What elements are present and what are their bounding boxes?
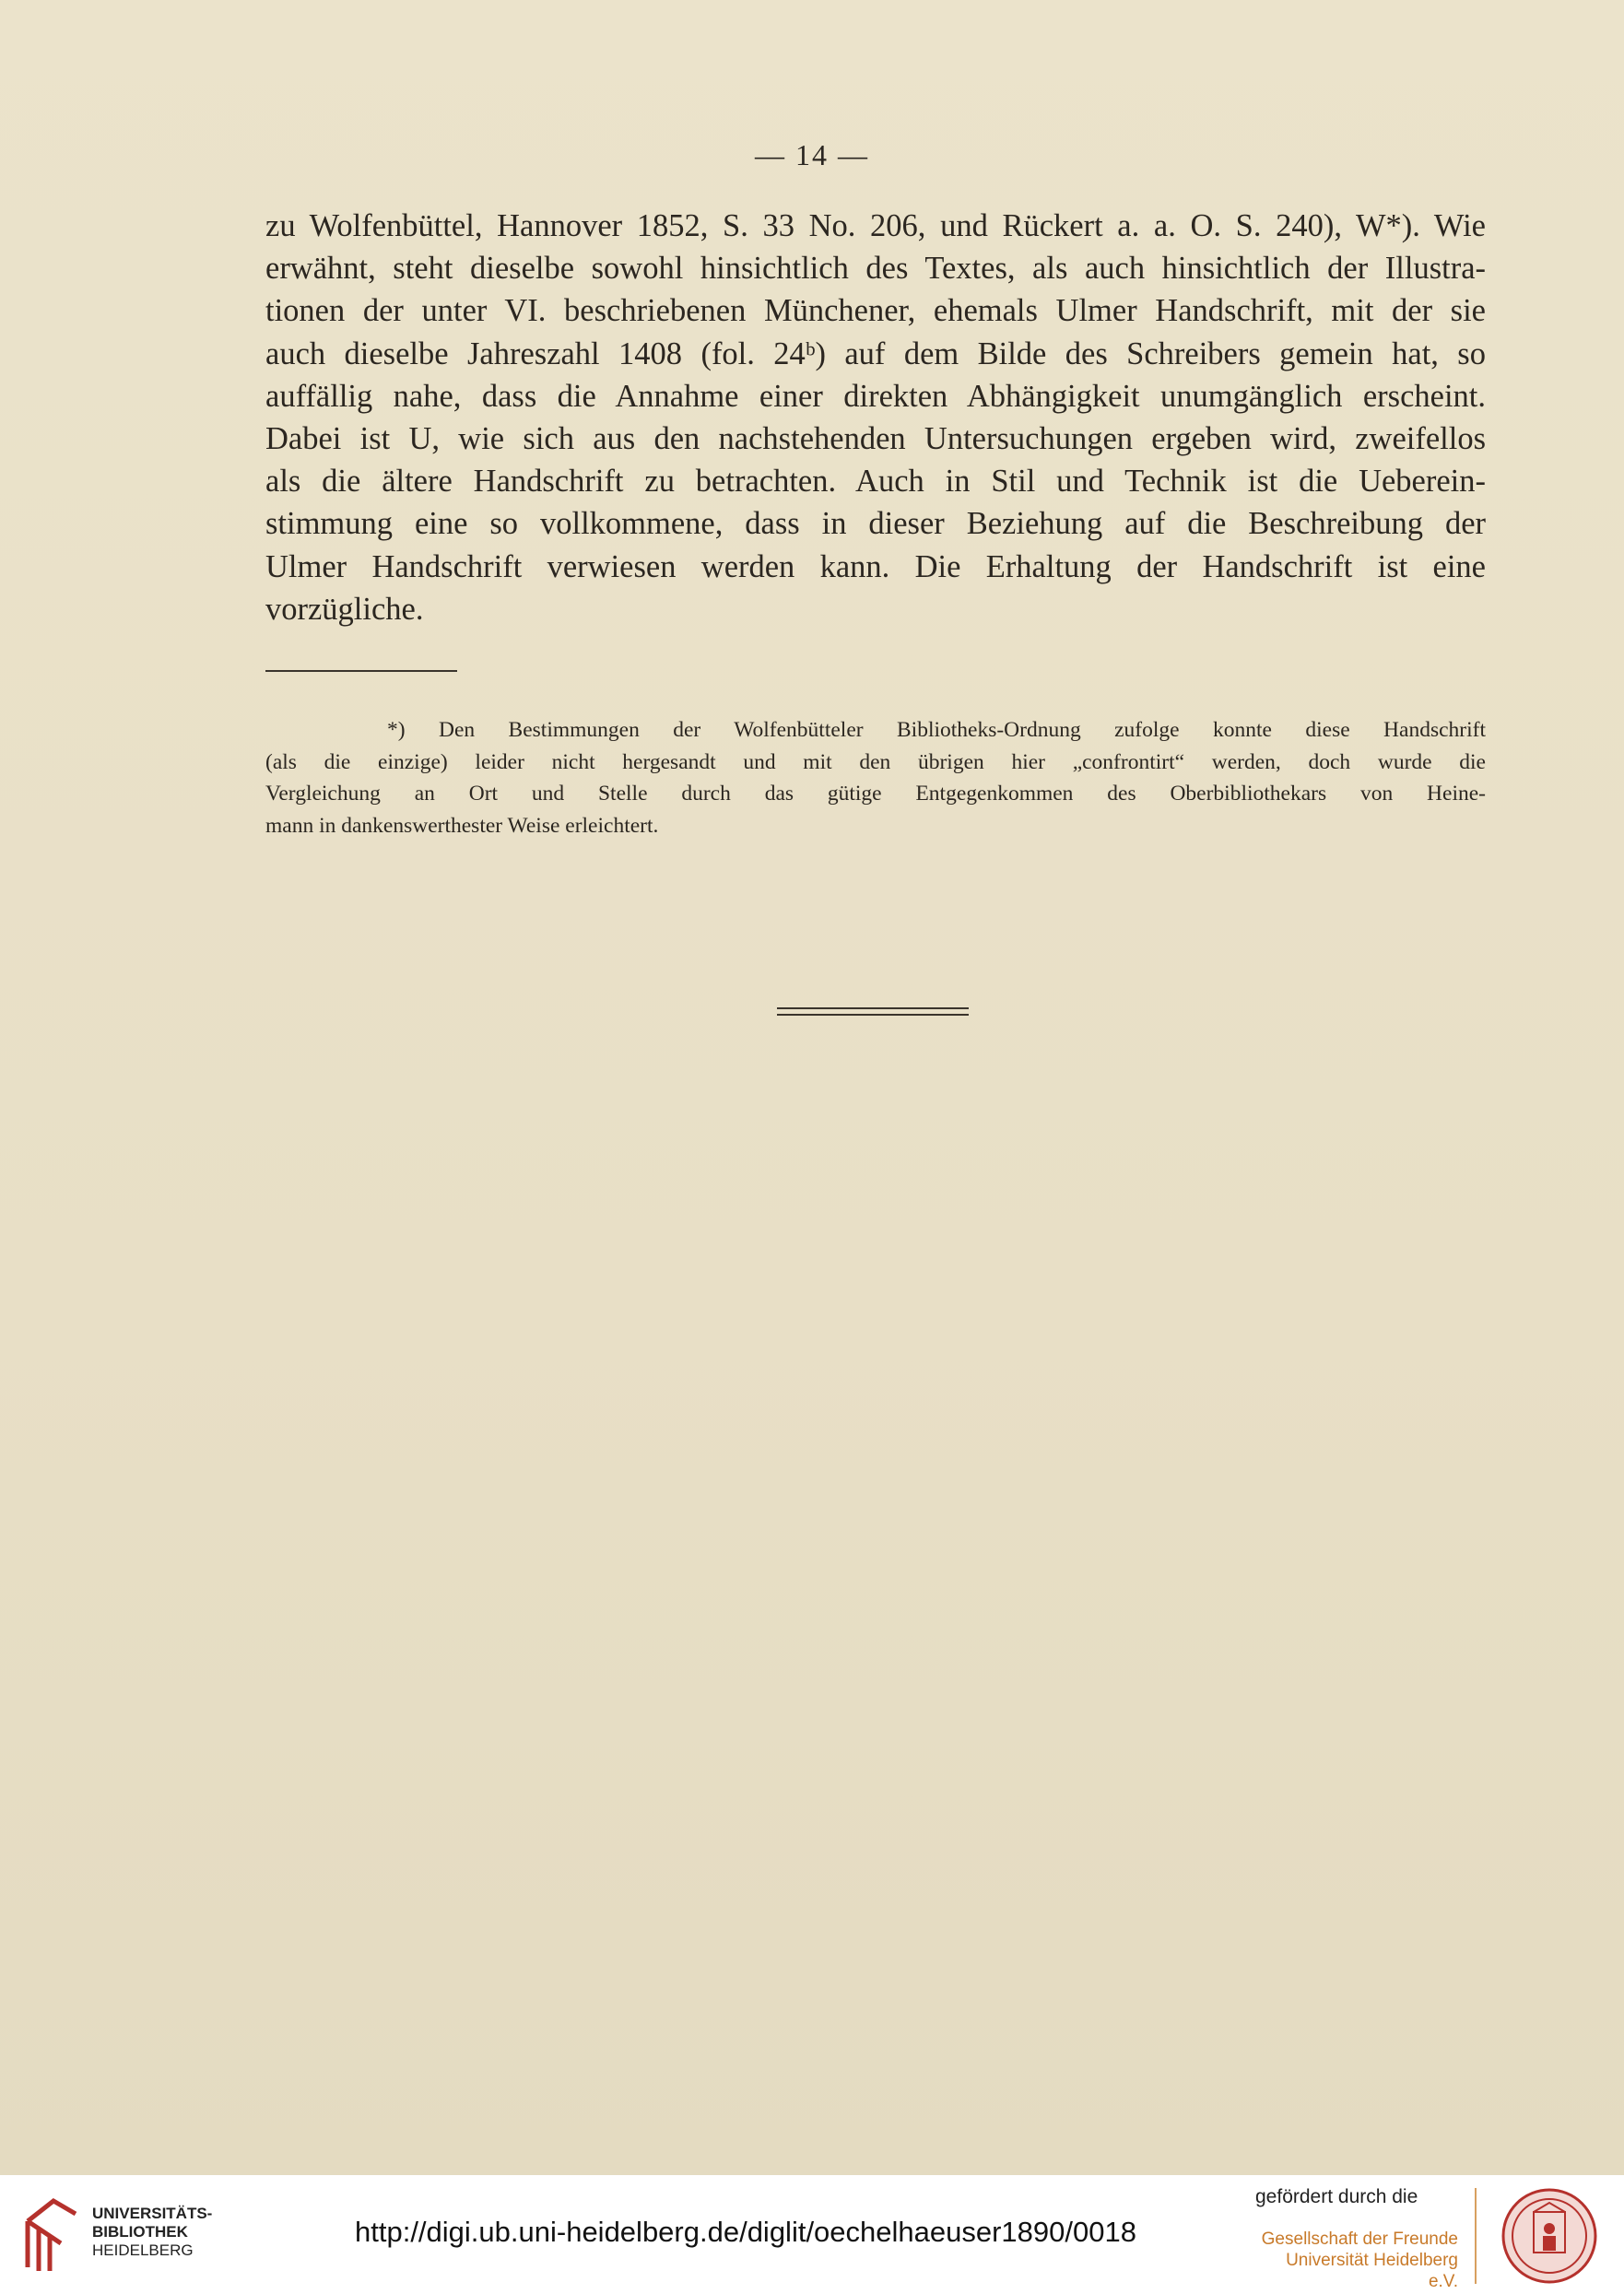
library-name-line: UNIVERSITÄTS- (92, 2205, 213, 2222)
sponsor-line: Gesellschaft der Freunde (1261, 2229, 1458, 2249)
sponsor-line: Universität Heidelberg e.V. (1286, 2251, 1458, 2291)
body-line: als die ältere Handschrift zu betrachten. Auch in Stil und Technik ist die Ueberein- (265, 464, 1486, 500)
footnote-line: (als die einzige) leider nicht hergesandt und mit den übrigen hier „confrontirt“ werden, doch wurde die (265, 749, 1486, 774)
page-number: — 14 — (755, 138, 869, 171)
sponsor-name (1255, 2229, 1458, 2292)
end-ornament-rule (777, 1007, 969, 1016)
body-paragraph (265, 205, 1486, 630)
footnote-line: *) Den Bestimmungen der Wolfenbütteler Bibliotheks-Ordnung zufolge konnte diese Handschrift (387, 718, 1486, 742)
permalink-url[interactable]: http://digi.ub.uni-heidelberg.de/diglit/oechelhaeuser1890/0018 (355, 2216, 1136, 2248)
library-name-line: BIBLIOTHEK (92, 2223, 188, 2241)
footnote-line: mann in dankenswerthester Weise erleichtert. (265, 813, 659, 838)
footnote-separator (265, 670, 457, 672)
footer-bar (0, 2175, 1624, 2294)
library-name-line: HEIDELBERG (92, 2241, 194, 2259)
body-line: stimmung eine so vollkommene, dass in dieser Beziehung auf die Beschreibung der (265, 506, 1486, 542)
body-line: erwähnt, steht dieselbe sowohl hinsichtlich des Textes, als auch hinsichtlich der Illustra- (265, 251, 1486, 287)
body-line: Dabei ist U, wie sich aus den nachstehenden Untersuchungen ergeben wird, zweifellos (265, 421, 1486, 457)
body-line: zu Wolfenbüttel, Hannover 1852, S. 33 No. 206, und Rückert a. a. O. S. 240), W*). Wie (265, 208, 1486, 243)
body-line: tionen der unter VI. beschriebenen Münchener, ehemals Ulmer Handschrift, mit der sie (265, 293, 1486, 329)
university-seal-icon (1495, 2186, 1604, 2286)
footnote-line: Vergleichung an Ort und Stelle durch das gütige Entgegenkommen des Oberbibliothekars von Heine- (265, 782, 1486, 806)
body-line: vorzügliche. (265, 591, 424, 627)
library-name (92, 2205, 212, 2260)
sponsor-divider (1475, 2188, 1477, 2284)
footnote (265, 714, 1486, 841)
body-line: auffällig nahe, dass die Annahme einer direkten Abhängigkeit unumgänglich erscheint. (265, 378, 1486, 414)
sponsor-label: gefördert durch die (1255, 2186, 1418, 2207)
library-logo-icon (18, 2194, 83, 2275)
body-line: Ulmer Handschrift verwiesen werden kann. Die Erhaltung der Handschrift ist eine (265, 548, 1486, 584)
body-line: auch dieselbe Jahreszahl 1408 (fol. 24ᵇ) auf dem Bilde des Schreibers gemein hat, so (265, 335, 1486, 371)
